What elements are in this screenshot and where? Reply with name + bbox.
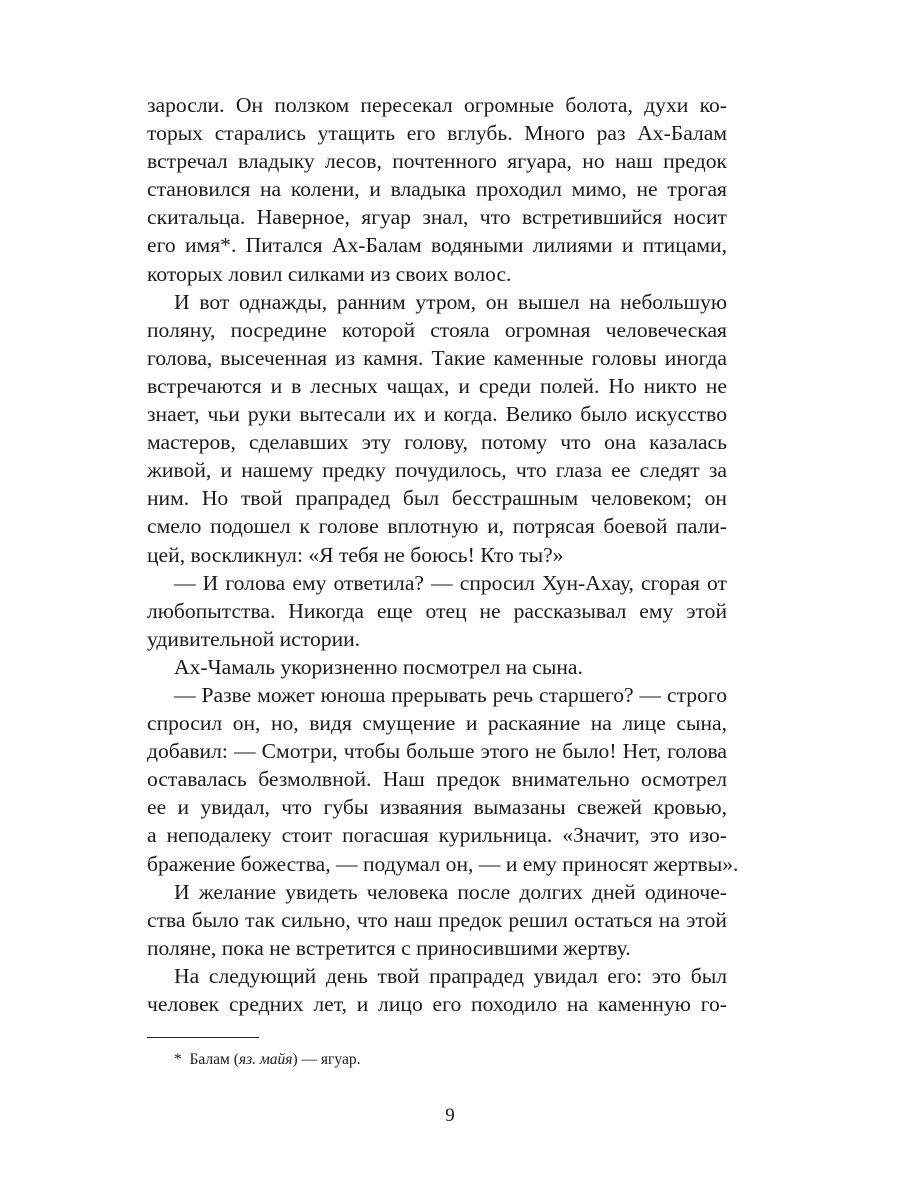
text-line: Ах-Чамаль укоризненно посмотрел на сына.: [174, 654, 583, 679]
text-line: поляну, посредине которой стояла огромная человеческая: [147, 317, 727, 342]
text-line: смело подошел к голове вплотную и, потрясая боевой пали-: [147, 514, 727, 539]
text-line: добавил: — Смотри, чтобы больше этого не было! Нет, голова: [147, 739, 727, 764]
footnote-divider: [147, 1037, 259, 1038]
footnote: [174, 1050, 360, 1070]
text-line: живой, и нашему предку почудилось, что глаза ее следят за: [147, 458, 727, 483]
text-line: цей, воскликнул: «Я тебя не боюсь! Кто ты?»: [147, 542, 564, 567]
text-line: ства было так сильно, что наш предок решил остаться на этой: [147, 907, 727, 932]
text-line: ним. Но твой прапрадед был бесстрашным человеком; он: [147, 486, 727, 511]
text-line: заросли. Он ползком пересекал огромные болота, духи ко-: [147, 93, 727, 117]
text-line: встречал владыку лесов, почтенного ягуара, но наш предок: [147, 149, 727, 174]
text-line: оставалась безмолвной. Наш предок внимательно осмотрел: [147, 767, 727, 792]
text-line: И желание увидеть человека после долгих дней одиноче-: [174, 879, 727, 904]
text-line: торых старались утащить его вглубь. Много раз Ах-Балам: [147, 121, 727, 146]
body-text: [147, 91, 739, 1018]
text-line: которых ловил силками из своих волос.: [147, 261, 512, 286]
text-line: удивительной истории.: [147, 626, 361, 651]
text-line: — Разве может юноша прерывать речь старшего? — строго: [174, 682, 727, 707]
text-line: а неподалеку стоит погасшая курильница. «Значит, это изо-: [147, 823, 727, 848]
text-line: голова, высеченная из камня. Такие каменные головы иногда: [147, 345, 727, 370]
page-number: 9: [445, 1105, 455, 1126]
footnote-marker: *: [174, 1051, 182, 1068]
text-line: На следующий день твой прапрадед увидал его: это был: [174, 963, 727, 988]
text-line: бражение божества, — подумал он, — и ему приносят жертвы».: [147, 851, 739, 876]
text-line: мастеров, сделавших эту голову, потому что она казалась: [147, 430, 727, 455]
text-line: скитальца. Наверное, ягуар знал, что встретившийся носит: [147, 205, 727, 230]
text-line: И вот однажды, ранним утром, он вышел на небольшую: [174, 289, 727, 314]
text-line: любопытства. Никогда еще отец не рассказывал ему этой: [147, 598, 727, 623]
text-line: поляне, пока не встретится с приносившими жертву.: [147, 935, 631, 960]
text-line: становился на колени, и владыка проходил мимо, не трогая: [147, 177, 727, 202]
text-line: ее и увидал, что губы изваяния вымазаны свежей кровью,: [147, 795, 727, 820]
footnote-term: Балам (: [189, 1051, 239, 1068]
text-line: знает, чьи руки вытесали их и когда. Велико было искусство: [147, 402, 727, 427]
text-line: человек средних лет, и лицо его походило на каменную го-: [147, 992, 727, 1016]
footnote-language: яз. майя: [238, 1051, 293, 1068]
text-line: его имя*. Питался Ах-Балам водяными лилиями и птицами,: [147, 233, 727, 258]
text-line: встречаются и в лесных чащах, и среди полей. Но никто не: [147, 373, 727, 398]
footnote-definition: ) — ягуар.: [292, 1051, 361, 1068]
text-line: спросил он, но, видя смущение и раскаяние на лице сына,: [147, 711, 727, 736]
text-line: — И голова ему ответила? — спросил Хун-Ахау, сгорая от: [174, 570, 727, 595]
